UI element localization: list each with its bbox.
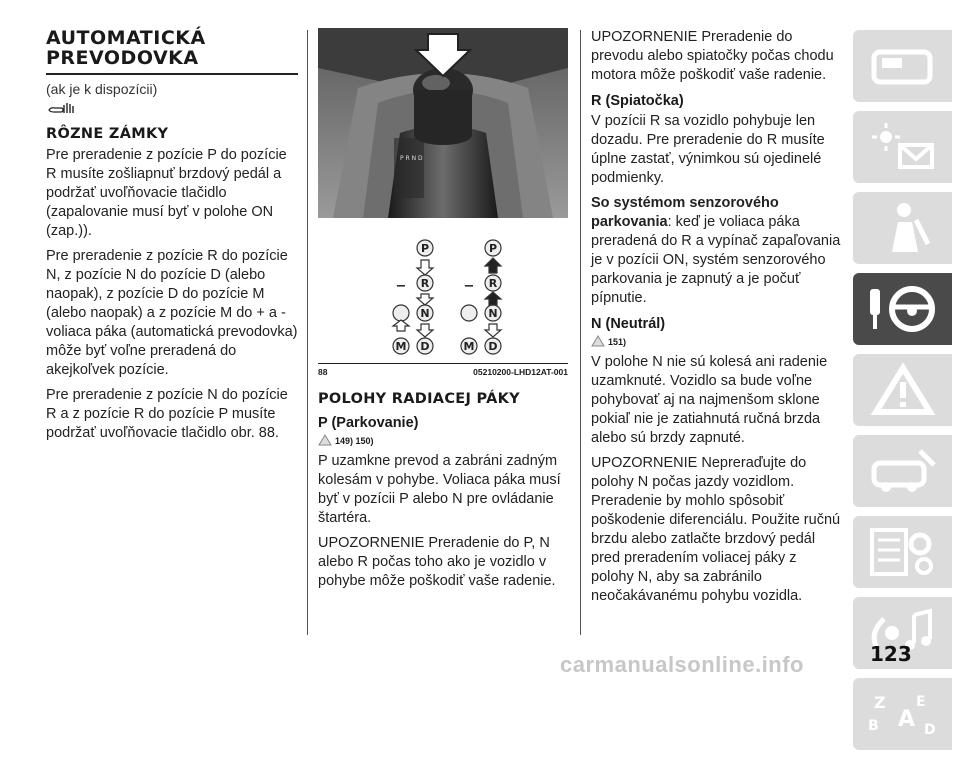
gate-letter-d: D bbox=[420, 340, 430, 353]
chapter-title-line1: AUTOMATICKÁ bbox=[46, 27, 206, 49]
warning-numbers: 149) 150) bbox=[335, 436, 374, 446]
page-number: 123 bbox=[870, 642, 912, 666]
paragraph: Pre preradenie z pozície R do pozície N, z pozície N do pozície D (alebo naopak), z pozície D do pozície M (alebo naopak) a z pozície M do + a - voliaca páka (automatická prevodovka) môže byť voľne preradená do akejkoľvek pozície. bbox=[46, 248, 298, 378]
sensor-text: : keď je voliaca páka preradená do R a vypínač zapaľovania je v pozícii ON, systém senzorového parkovania je zapnutý a je počuť pípnutie. bbox=[591, 214, 841, 306]
gear-selector-illustration bbox=[318, 28, 568, 363]
warning-triangle-icon bbox=[318, 434, 332, 446]
warning-lights-icon bbox=[864, 119, 942, 175]
tab-warning-lights[interactable] bbox=[853, 111, 952, 183]
warning-triangle-icon bbox=[864, 362, 942, 418]
paragraph: V pozícii R sa vozidlo pohybuje len dozadu. Pre preradenie do R musíte úplne zastať, výnimkou sú ojedinelé podmienky. bbox=[591, 113, 825, 186]
paragraph-sensor bbox=[591, 194, 843, 308]
warning-reference bbox=[591, 335, 843, 347]
figure-caption bbox=[318, 367, 568, 377]
warning-numbers: 151) bbox=[608, 337, 627, 347]
figure-number: 88 bbox=[318, 367, 328, 377]
svg-text:A: A bbox=[897, 707, 915, 732]
column-right bbox=[591, 28, 843, 612]
gate-letter-m: M bbox=[395, 340, 407, 353]
paragraph: UPOZORNENIE Preradenie do prevodu alebo spiatočky počas chodu motora môže poškodiť vaše radenie. bbox=[591, 29, 834, 83]
column-divider bbox=[307, 30, 308, 635]
gate-letter-n: N bbox=[420, 307, 430, 320]
gate-letter-d: D bbox=[488, 340, 498, 353]
paragraph: Pre preradenie z pozície N do pozície R a z pozície R do pozície P musíte podržať uvoľňovacie tlačidlo obr. 88. bbox=[46, 387, 288, 441]
tab-starting-driving[interactable] bbox=[853, 273, 952, 345]
gate-minus-icon: − bbox=[395, 279, 407, 294]
tab-maintenance[interactable] bbox=[853, 435, 952, 507]
alphabetical-index-icon bbox=[864, 686, 942, 742]
svg-text:B: B bbox=[867, 718, 879, 734]
watermark: carmanualsonline.info bbox=[560, 652, 804, 677]
figure-code: 05210200-LHD12AT-001 bbox=[473, 367, 568, 377]
gate-letter-p: P bbox=[420, 242, 430, 255]
hand-pointer-icon bbox=[48, 101, 298, 120]
gate-minus-icon: − bbox=[463, 279, 475, 294]
svg-text:D: D bbox=[923, 722, 936, 738]
tab-technical-data[interactable] bbox=[853, 516, 952, 588]
availability-note: (ak je k dispozícii) bbox=[46, 81, 158, 97]
settings-list-icon bbox=[864, 524, 942, 580]
paragraph: V polohe N nie sú kolesá ani radenie uzamknuté. Vozidlo sa bude voľne pohybovať aj na najmenšom sklone pokiaľ nie je zatiahnutá ručná brzda alebo sú brzdy zapnuté. bbox=[591, 354, 828, 446]
paragraph: UPOZORNENIE Nepreraďujte do polohy N počas jazdy vozidlom. Preradenie by mohlo spôsobiť poškodenie diferenciálu. Použite ručnú brzdu alebo zatlačte brzdový pedál pred preradením voliacej páky z polohy N, aby sa zabránilo neočakávanému pohybu vozidla. bbox=[591, 455, 841, 604]
gate-letter-r: R bbox=[488, 277, 498, 290]
svg-text:P R N D: P R N D bbox=[400, 155, 423, 162]
title-rule bbox=[46, 73, 298, 75]
figure-gear-selector bbox=[318, 28, 568, 364]
gate-letter-p: P bbox=[488, 242, 498, 255]
heading-park: P (Parkovanie) bbox=[318, 415, 419, 431]
chapter-title-line2: PREVODOVKA bbox=[46, 47, 199, 69]
warning-reference bbox=[318, 434, 568, 446]
wrench-car-icon bbox=[864, 443, 942, 499]
svg-text:Z: Z bbox=[873, 693, 886, 712]
paragraph: UPOZORNENIE Preradenie do P, N alebo R počas toho ako je vozidlo v pohybe môže poškodiť vaše radenie. bbox=[318, 535, 556, 589]
tab-dashboard[interactable] bbox=[853, 30, 952, 102]
tab-emergency[interactable] bbox=[853, 354, 952, 426]
key-steering-wheel-icon bbox=[864, 281, 942, 337]
sensor-bold: So systémom senzorového parkovania bbox=[591, 195, 779, 230]
svg-text:E: E bbox=[915, 694, 926, 710]
heading-neutral: N (Neutrál) bbox=[591, 316, 666, 332]
chapter-title bbox=[46, 28, 298, 68]
paragraph: P uzamkne prevod a zabráni zadným kolesám v pohybe. Voliaca páka musí byť v pozícii P alebo N pre ovládanie štartéra. bbox=[318, 453, 561, 526]
heading-reverse: R (Spiatočka) bbox=[591, 93, 684, 109]
column-left bbox=[46, 28, 298, 449]
tab-index[interactable] bbox=[853, 678, 952, 750]
column-divider bbox=[580, 30, 581, 635]
warning-triangle-icon bbox=[591, 335, 605, 347]
gate-letter-n: N bbox=[488, 307, 498, 320]
section-title-positions: POLOHY RADIACEJ PÁKY bbox=[318, 391, 520, 407]
gate-letter-m: M bbox=[463, 340, 475, 353]
car-dashboard-icon bbox=[864, 38, 942, 94]
paragraph: Pre preradenie z pozície P do pozície R musíte zošliapnuť brzdový pedál a podržať uvoľňovacie tlačidlo (zapalovanie musí byť v polohe ON (zap.)). bbox=[46, 147, 287, 239]
tab-safety[interactable] bbox=[853, 192, 952, 264]
safety-person-icon bbox=[864, 200, 942, 256]
gate-letter-r: R bbox=[420, 277, 430, 290]
column-middle bbox=[318, 28, 568, 597]
section-title-locks: RÔZNE ZÁMKY bbox=[46, 126, 169, 142]
